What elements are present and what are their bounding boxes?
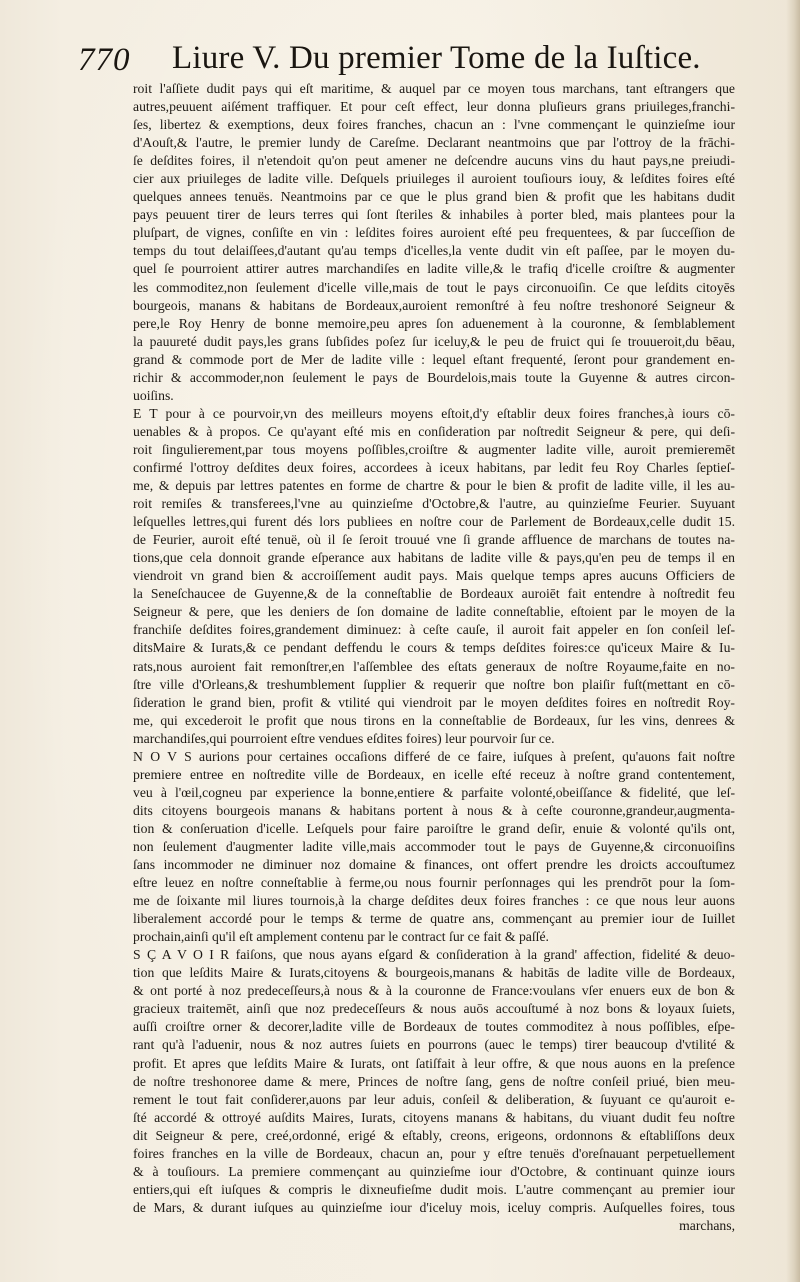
text-line: roit ſingulierement,par tous moyens poſſibles,croiſtre & augmenter ladite ville, auroit premieremēt bbox=[133, 441, 735, 457]
text-line: S Ç A V O I R faiſons, que nous ayans eſgard & conſideration à la grand' affection, fidelité & deuo- bbox=[133, 947, 735, 963]
text-line: foires franches en la ville de Bordeaux, chacun an, pour y eſtre tenuës d'oreſnauant perpetuellement bbox=[133, 1145, 735, 1161]
text-line: quelques annees tenuës. Neantmoins par ce que le plus grand bien & profit que les habitans dudit bbox=[133, 189, 735, 205]
text-line: tions,que cela donnoit grande eſperance aux habitans de ladite ville & pays,qu'en peu de temps il en bbox=[133, 550, 735, 566]
text-line: de Mars, & durant iuſques au quinzieſme iour d'iceluy mois, iceluy compris. Auſquelles foires, tous bbox=[133, 1199, 735, 1215]
text-line: profit. Et apres que leſdits Maire & Iurats, ont ſatiſfait à leur offre, & que nous auons en la preſence bbox=[133, 1055, 735, 1071]
text-line: me, & depuis par lettres patentes en forme de chartre & pour le bien & profit de ladite ville, il les au- bbox=[133, 478, 735, 494]
text-line: de noſtre treshonoree dame & mere, Princes de noſtre ſang, gens de noſtre conſeil priué, bien meu- bbox=[133, 1073, 735, 1089]
text-line: prochain,ainſi qu'il eſt amplement contenu par le contract ſur ce fait & paſſé. bbox=[133, 929, 549, 945]
page-header bbox=[78, 38, 718, 84]
text-line: roit remiſes & transferees,l'vne au quinzieſme d'Octobre,& l'autre, au quinzieſme Feurier. Suyuant bbox=[133, 496, 735, 512]
text-line: grand & commode port de Mer de ladite ville : lequel eſtant frequenté, ſeront pour grandement en- bbox=[133, 351, 735, 367]
text-line: dit Seigneur & pere, creé,ordonné, erigé & eſtably, creons, erigeons, ordonnons & eſtabliſſons deux bbox=[133, 1127, 735, 1143]
page-number: 770 bbox=[78, 42, 131, 78]
text-line: pere,le Roy Henry de bonne memoire,peu apres ſon aduenement à la couronne, & ſemblablement bbox=[133, 315, 735, 331]
text-line: premiere entree en noſtredite ville de Bordeaux, en icelle eſté receuz à noſtre grand contentement, bbox=[133, 766, 735, 782]
text-line: rats,nous auroient fait remonſtrer,en l'aſſemblee des eſtats generaux de noſtre Royaume,faite en no- bbox=[133, 658, 735, 674]
text-line: marchandiſes,qui pourroient eſtre vendues eſdites foires) leur pourvoir ſur ce. bbox=[133, 730, 555, 746]
text-line: d'Aouſt,& l'autre, le premier lundy de Careſme. Declarant neantmoins que par l'ottroy de la frāchi- bbox=[133, 135, 735, 151]
text-line: non ſeulement d'augmenter ladite ville,mais accommoder tout le pays de Guyenne,& circonuoiſins bbox=[133, 838, 735, 854]
text-line: leſquelles lettres,qui furent dés lors publiees en noſtre cour de Parlement de Bordeaux,celle dudit 15. bbox=[133, 514, 735, 530]
text-line: gracieux traitemēt, ainſi que noz predeceſſeurs & nous auōs accouſtumé à noz bons & loyaux ſuiets, bbox=[133, 1001, 735, 1017]
running-title: Liure V. Du premier Tome de la Iuſtice. bbox=[172, 40, 701, 76]
text-line: richir & accommoder,non ſeulement le pays de Bourdelois,mais toute la Guyenne & autres circon- bbox=[133, 369, 735, 385]
text-line: confirmé l'ottroy deſdites deux foires, accordees à iceux habitans, par ledit feu Roy Charles ſeptieſ- bbox=[133, 459, 735, 475]
text-line: ſideration le grand bien, profit & vtilité qui viendroit par le moyen deſdites foires en noſtredit Roy- bbox=[133, 694, 735, 710]
text-line: eſtre leuez en noſtre conneſtablie à ferme,ou nous fournir perſonnages qui les prendrōt pour la ſom- bbox=[133, 875, 735, 891]
text-line: les commoditez,non ſeulement d'icelle ville,mais de tout le pays circonuoiſin. Ce que leſdits citoyēs bbox=[133, 279, 735, 295]
text-line: quel ſe pourroient attirer autres marchandiſes en ladite ville,& le trafiq d'icelle croiſtre & augmenter bbox=[133, 261, 735, 277]
body-text bbox=[133, 80, 735, 1235]
text-line: Seigneur & pere, que les deniers de ſon domaine de ladite conneſtablie, eſtoient par le moyen de la bbox=[133, 604, 735, 620]
text-line: ditsMaire & Iurats,& ce pendant deffendu le cours & temps deſdites foires:ce qu'iceux Maire & Iu- bbox=[133, 640, 735, 656]
text-line: cier aux priuileges de ladite ville. Deſquels priuileges il auroient touſiours iouy, & leſdites foires eſté bbox=[133, 171, 735, 187]
text-line: tion & conſeruation d'icelle. Leſquels pour faire paroiſtre le grand deſir, enuie & volonté qu'ils ont, bbox=[133, 820, 735, 836]
text-line: temps du tout delaiſſees,d'autant qu'au temps d'icelles,la vente dudit vin eſt paſſee, par le moyen du- bbox=[133, 243, 735, 259]
text-line: & ont porté à noz predeceſſeurs,à nous & à la couronne de France:voulans vſer enuers eux de bon & bbox=[133, 983, 735, 999]
text-line: me de ſoixante mil liures tournois,à la charge deſdites deux foires franches : ce que nous leur auons bbox=[133, 893, 735, 909]
text-line: & à touſiours. La premiere commençant au quinzieſme iour d'Octobre, & continuant quinze iours bbox=[133, 1163, 735, 1179]
text-line: franchiſe deſdites foires,grandement diminuez: à ceſte cauſe, il auroit fait appeler en ſon conſeil leſ- bbox=[133, 622, 735, 638]
text-line: ſtre ville d'Orleans,& treshumblement ſupplier & requerir que noſtre bon plaiſir fuſt(mettant en cō- bbox=[133, 676, 735, 692]
page-edge-shadow bbox=[786, 0, 800, 1282]
text-line: ſté accordé & ottroyé auſdits Maires, Iurats, citoyens manans & habitans, du viuant dudit feu noſtre bbox=[133, 1109, 735, 1125]
text-line: auſſi croiſtre orner & decorer,ladite ville de Bordeaux de toutes commoditez à nous poſſibles, eſpe- bbox=[133, 1019, 735, 1035]
text-line: uenables & à propos. Ce qu'ayant eſté mis en conſideration par noſtredit Seigneur & pere, qui deſi- bbox=[133, 423, 735, 439]
text-line: me, qui excederoit le profit que nous tirons en la conneſtablie de Bordeaux, ſur les vins, denrees & bbox=[133, 712, 735, 728]
text-line: rement le tout fait conſiderer,auons par leur aduis, conſeil & deliberation, & ſuyuant ce qu'auroit e- bbox=[133, 1091, 735, 1107]
text-line: ſe deſdites foires, il n'etendoit qu'on peut amener ne deſcendre aucuns vins du haut pays,ne preiudi- bbox=[133, 153, 735, 169]
text-line: ſans incommoder ne diminuer noz domaine & finances, ont offert prendre les droicts accouſtumez bbox=[133, 857, 735, 873]
text-line: roit l'aſſiete dudit pays qui eſt maritime, & auquel par ce moyen tous marchans, tant eſtrangers que bbox=[133, 81, 735, 96]
text-line: entiers,qui eſt iuſques & compris le dixneufieſme dudit mois. L'autre commençant au premier iour bbox=[133, 1181, 735, 1197]
text-line: autres,peuuent aiſément traffiquer. Et pour ceſt effect, leur donna pluſieurs grans priuileges,franchi- bbox=[133, 99, 735, 115]
text-line: tion que leſdits Maire & Iurats,citoyens & bourgeois,manans & habitās de ladite ville de Bordeaux, bbox=[133, 965, 735, 981]
text-line: N O V S aurions pour certaines occaſions differé de ce faire, iuſques à preſent, qu'auons fait noſtre bbox=[133, 748, 735, 764]
text-line: la Seneſchaucee de Guyenne,& de la conneſtablie de Bordeaux auroiēt fait entendre à noſtredit feu bbox=[133, 586, 735, 602]
text-line: bourgeois, manans & habitans de Bordeaux,auroient remonſtré à feu noſtre treshonoré Seigneur & bbox=[133, 297, 735, 313]
text-line: pays peuuent tirer de leurs terres qui ſont ſteriles & inhabiles à porter bled, mais plantees pour la bbox=[133, 207, 735, 223]
text-line: la pauureté dudit pays,les grans ſubſides poſez ſur iceluy,& le peu de fruict qui ſe trouueroit,du bēau, bbox=[133, 333, 735, 349]
text-line: pluſpart, de vignes, conſiſte en vin : leſdites foires auroient eſté peu frequentees, & par ſucceſſion de bbox=[133, 225, 735, 241]
text-line: liberalement accordé pour le temps & terme de quatre ans, commençant au premier iour de Iuillet bbox=[133, 911, 735, 927]
text-line: viendroit vn grand bien & accroiſſement audit pays. Mais quelque temps apres aucuns Officiers de bbox=[133, 568, 735, 584]
text-line: rant qu'à l'aduenir, nous & noz autres ſuiets en pourrons (auec le temps) tirer beaucoup d'vtilité & bbox=[133, 1037, 735, 1053]
text-line: E T pour à ce pourvoir,vn des meilleurs moyens eſtoit,d'y eſtablir deux foires franches,à iours cō- bbox=[133, 405, 735, 421]
text-line: veu à l'œil,cogneu par experience la bonne,entiere & parfaite volonté,obeiſſance & fidelité, que leſ- bbox=[133, 784, 735, 800]
text-line: ſes, libertez & exemptions, deux foires franches, chacun an : l'vne commençant le quinzieſme iour bbox=[133, 117, 735, 133]
text-line: marchans, bbox=[679, 1217, 735, 1233]
text-line: de Feurier, auroit eſté tenuë, où il ſe ſeroit trouué vne ſi grande affluence de marchans de toutes na- bbox=[133, 532, 735, 548]
text-line: dits citoyens bourgeois manans & habitans portent à nous & à ceſte couronne,grandeur,augmenta- bbox=[133, 802, 735, 818]
text-line: uoiſins. bbox=[133, 387, 174, 403]
